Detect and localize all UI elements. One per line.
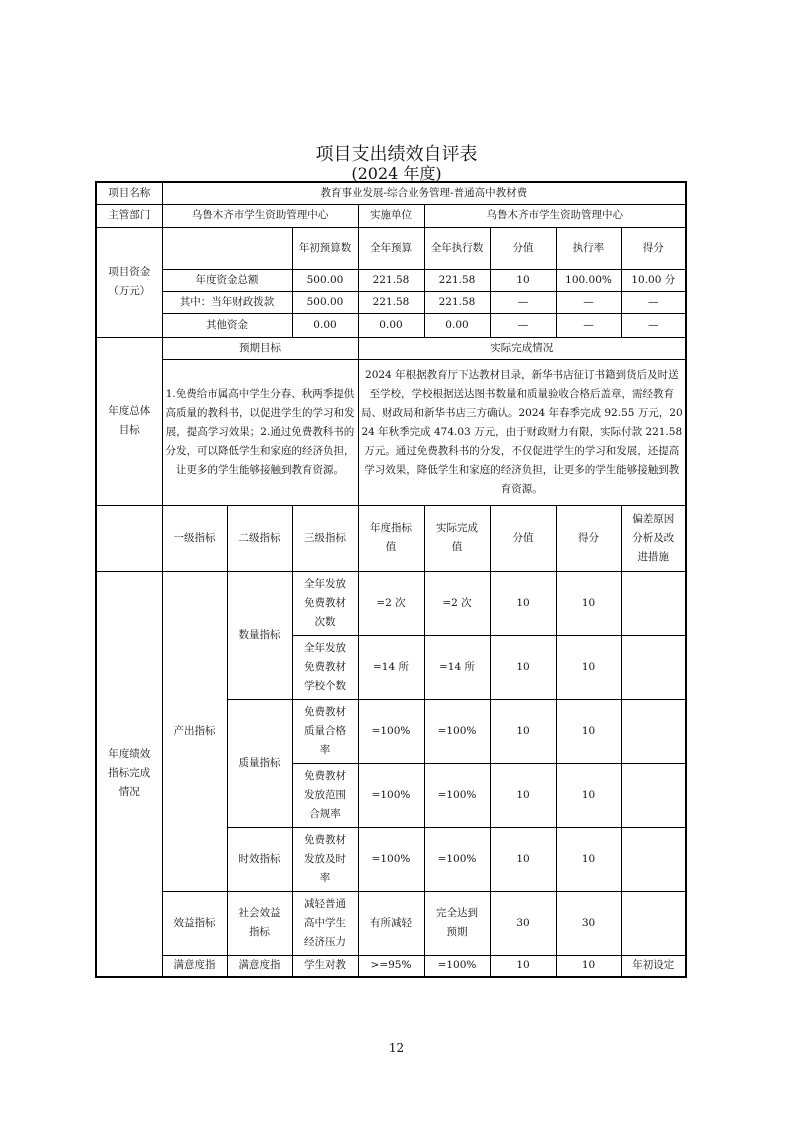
funds-cell: 10.00 分: [621, 269, 686, 291]
funds-cell: 221.58: [424, 269, 490, 291]
funds-cell: 221.58: [358, 269, 424, 291]
funds-row-name: 其中：当年财政拨款: [162, 291, 292, 313]
indicator-header: 三级指标: [292, 505, 358, 571]
quality-indicator-label: 质量指标: [227, 699, 292, 827]
funds-cell: —: [621, 291, 686, 313]
indicator-target: =100%: [358, 763, 424, 827]
indicator-remark: [621, 763, 686, 827]
indicator-target: =2 次: [358, 571, 424, 635]
indicator-header: 偏差原因 分析及改 进措施: [621, 505, 686, 571]
project-name-value: 教育事业发展-综合业务管理-普通高中教材费: [162, 182, 686, 204]
funds-cell: —: [490, 291, 556, 313]
indicator-name: 学生对教: [292, 955, 358, 977]
indicator-score-value: 10: [490, 763, 556, 827]
indicator-name: 全年发放 免费教材 学校个数: [292, 635, 358, 699]
indicator-actual: =100%: [424, 699, 490, 763]
indicator-actual: =100%: [424, 763, 490, 827]
indicator-score: 30: [556, 891, 621, 955]
indicator-remark: [621, 891, 686, 955]
indicator-row: [96, 891, 686, 955]
indicator-remark: [621, 827, 686, 891]
indicator-score: 10: [556, 699, 621, 763]
indicator-name: 免费教材 发放及时 率: [292, 827, 358, 891]
indicator-target: >=95%: [358, 955, 424, 977]
indicator-remark: [621, 571, 686, 635]
indicator-actual: 完全达到 预期: [424, 891, 490, 955]
page-subtitle: (2024 年度): [351, 164, 442, 183]
goals-actual-text: 2024 年根据教育厅下达教材目录，新华书店征订书籍到货后及时送至学校，学校根据送达图书数量和质量验收合格后盖章，需经教育局、财政局和新华书店三方确认。2024 年春季完成 92.55 万元，2024 年秋季完成 474.03 万元，由于财政财力有限，实际付款 221.58 万元。通过免费教科书的分发，不仅促进学生的学习和发展，还提高学习效果，降低学生和家庭的经济负担，让更多的学生能够接触到教育资源。: [358, 359, 686, 505]
quantity-indicator-label: 数量指标: [227, 571, 292, 699]
indicator-target: 有所减轻: [358, 891, 424, 955]
indicator-header-blank: [96, 505, 162, 571]
funds-cell: 500.00: [292, 291, 358, 313]
satisfaction-subindicator-label: 满意度指: [227, 955, 292, 977]
goals-expected-header: 预期目标: [162, 337, 358, 359]
social-benefit-label: 社会效益 指标: [227, 891, 292, 955]
indicator-target: =14 所: [358, 635, 424, 699]
funds-cell: 10: [490, 269, 556, 291]
indicator-name: 全年发放 免费教材 次数: [292, 571, 358, 635]
indicator-row: [96, 571, 686, 635]
page-number: 12: [388, 1041, 405, 1055]
goals-expected-text: 1.免费给市属高中学生分春、秋两季提供高质量的教科书，以促进学生的学习和发展，提高学习效果；2.通过免费教科书的分发，可以降低学生和家庭的经济负担，让更多的学生能够接触到教育资源。: [162, 359, 358, 505]
funds-cell: 221.58: [424, 291, 490, 313]
funds-row-name: 其他资金: [162, 313, 292, 337]
funds-cell: 0.00: [358, 313, 424, 337]
indicator-target: =100%: [358, 827, 424, 891]
funds-cell: —: [490, 313, 556, 337]
indicator-header: 得分: [556, 505, 621, 571]
impl-unit-label: 实施单位: [358, 204, 424, 227]
indicator-score-value: 10: [490, 827, 556, 891]
indicator-remark: [621, 699, 686, 763]
indicator-name: 免费教材 发放范围 合规率: [292, 763, 358, 827]
indicator-score-value: 10: [490, 699, 556, 763]
funds-header-initial: 年初预算数: [292, 227, 358, 269]
satisfaction-indicator-label: 满意度指: [162, 955, 227, 977]
self-evaluation-table: [95, 181, 687, 978]
indicator-actual: =100%: [424, 955, 490, 977]
indicator-name: 减轻普通 高中学生 经济压力: [292, 891, 358, 955]
indicator-score-value: 10: [490, 571, 556, 635]
funds-row-name: 年度资金总额: [162, 269, 292, 291]
funds-cell: 0.00: [292, 313, 358, 337]
indicator-header: 年度指标 值: [358, 505, 424, 571]
indicator-header: 二级指标: [227, 505, 292, 571]
indicator-target: =100%: [358, 699, 424, 763]
goals-actual-header: 实际完成情况: [358, 337, 686, 359]
indicators-section-label: 年度绩效 指标完成 情况: [96, 571, 162, 977]
time-indicator-label: 时效指标: [227, 827, 292, 891]
indicator-score-value: 10: [490, 955, 556, 977]
indicator-row: [96, 955, 686, 977]
funds-row: [96, 313, 686, 337]
funds-header-executed: 全年执行数: [424, 227, 490, 269]
indicator-actual: =2 次: [424, 571, 490, 635]
funds-blank: [162, 227, 292, 269]
indicator-header: 一级指标: [162, 505, 227, 571]
indicator-remark: [621, 635, 686, 699]
indicator-score: 10: [556, 571, 621, 635]
funds-cell: —: [556, 313, 621, 337]
funds-row: [96, 269, 686, 291]
dept-value: 乌鲁木齐市学生资助管理中心: [162, 204, 358, 227]
funds-cell: —: [621, 313, 686, 337]
funds-header-score: 得分: [621, 227, 686, 269]
output-indicator-label: 产出指标: [162, 571, 227, 891]
goals-label: 年度总体 目标: [96, 337, 162, 505]
funds-header-rate: 执行率: [556, 227, 621, 269]
page-title: 项目支出绩效自评表: [315, 144, 478, 165]
indicator-header: 实际完成 值: [424, 505, 490, 571]
funds-cell: 500.00: [292, 269, 358, 291]
indicator-remark: 年初设定: [621, 955, 686, 977]
funds-cell: 0.00: [424, 313, 490, 337]
indicator-score: 10: [556, 763, 621, 827]
impl-unit-value: 乌鲁木齐市学生资助管理中心: [424, 204, 686, 227]
funds-cell: 100.00%: [556, 269, 621, 291]
benefit-indicator-label: 效益指标: [162, 891, 227, 955]
dept-label: 主管部门: [96, 204, 162, 227]
indicator-score: 10: [556, 955, 621, 977]
indicator-score-value: 10: [490, 635, 556, 699]
funds-row: [96, 291, 686, 313]
project-name-label: 项目名称: [96, 182, 162, 204]
indicator-score-value: 30: [490, 891, 556, 955]
funds-label: 项目资金 （万元）: [96, 227, 162, 337]
funds-cell: —: [556, 291, 621, 313]
indicator-actual: =100%: [424, 827, 490, 891]
funds-header-score-value: 分值: [490, 227, 556, 269]
indicator-name: 免费教材 质量合格 率: [292, 699, 358, 763]
indicator-header: 分值: [490, 505, 556, 571]
funds-cell: 221.58: [358, 291, 424, 313]
funds-header-annual: 全年预算: [358, 227, 424, 269]
indicator-score: 10: [556, 827, 621, 891]
indicator-actual: =14 所: [424, 635, 490, 699]
indicator-score: 10: [556, 635, 621, 699]
